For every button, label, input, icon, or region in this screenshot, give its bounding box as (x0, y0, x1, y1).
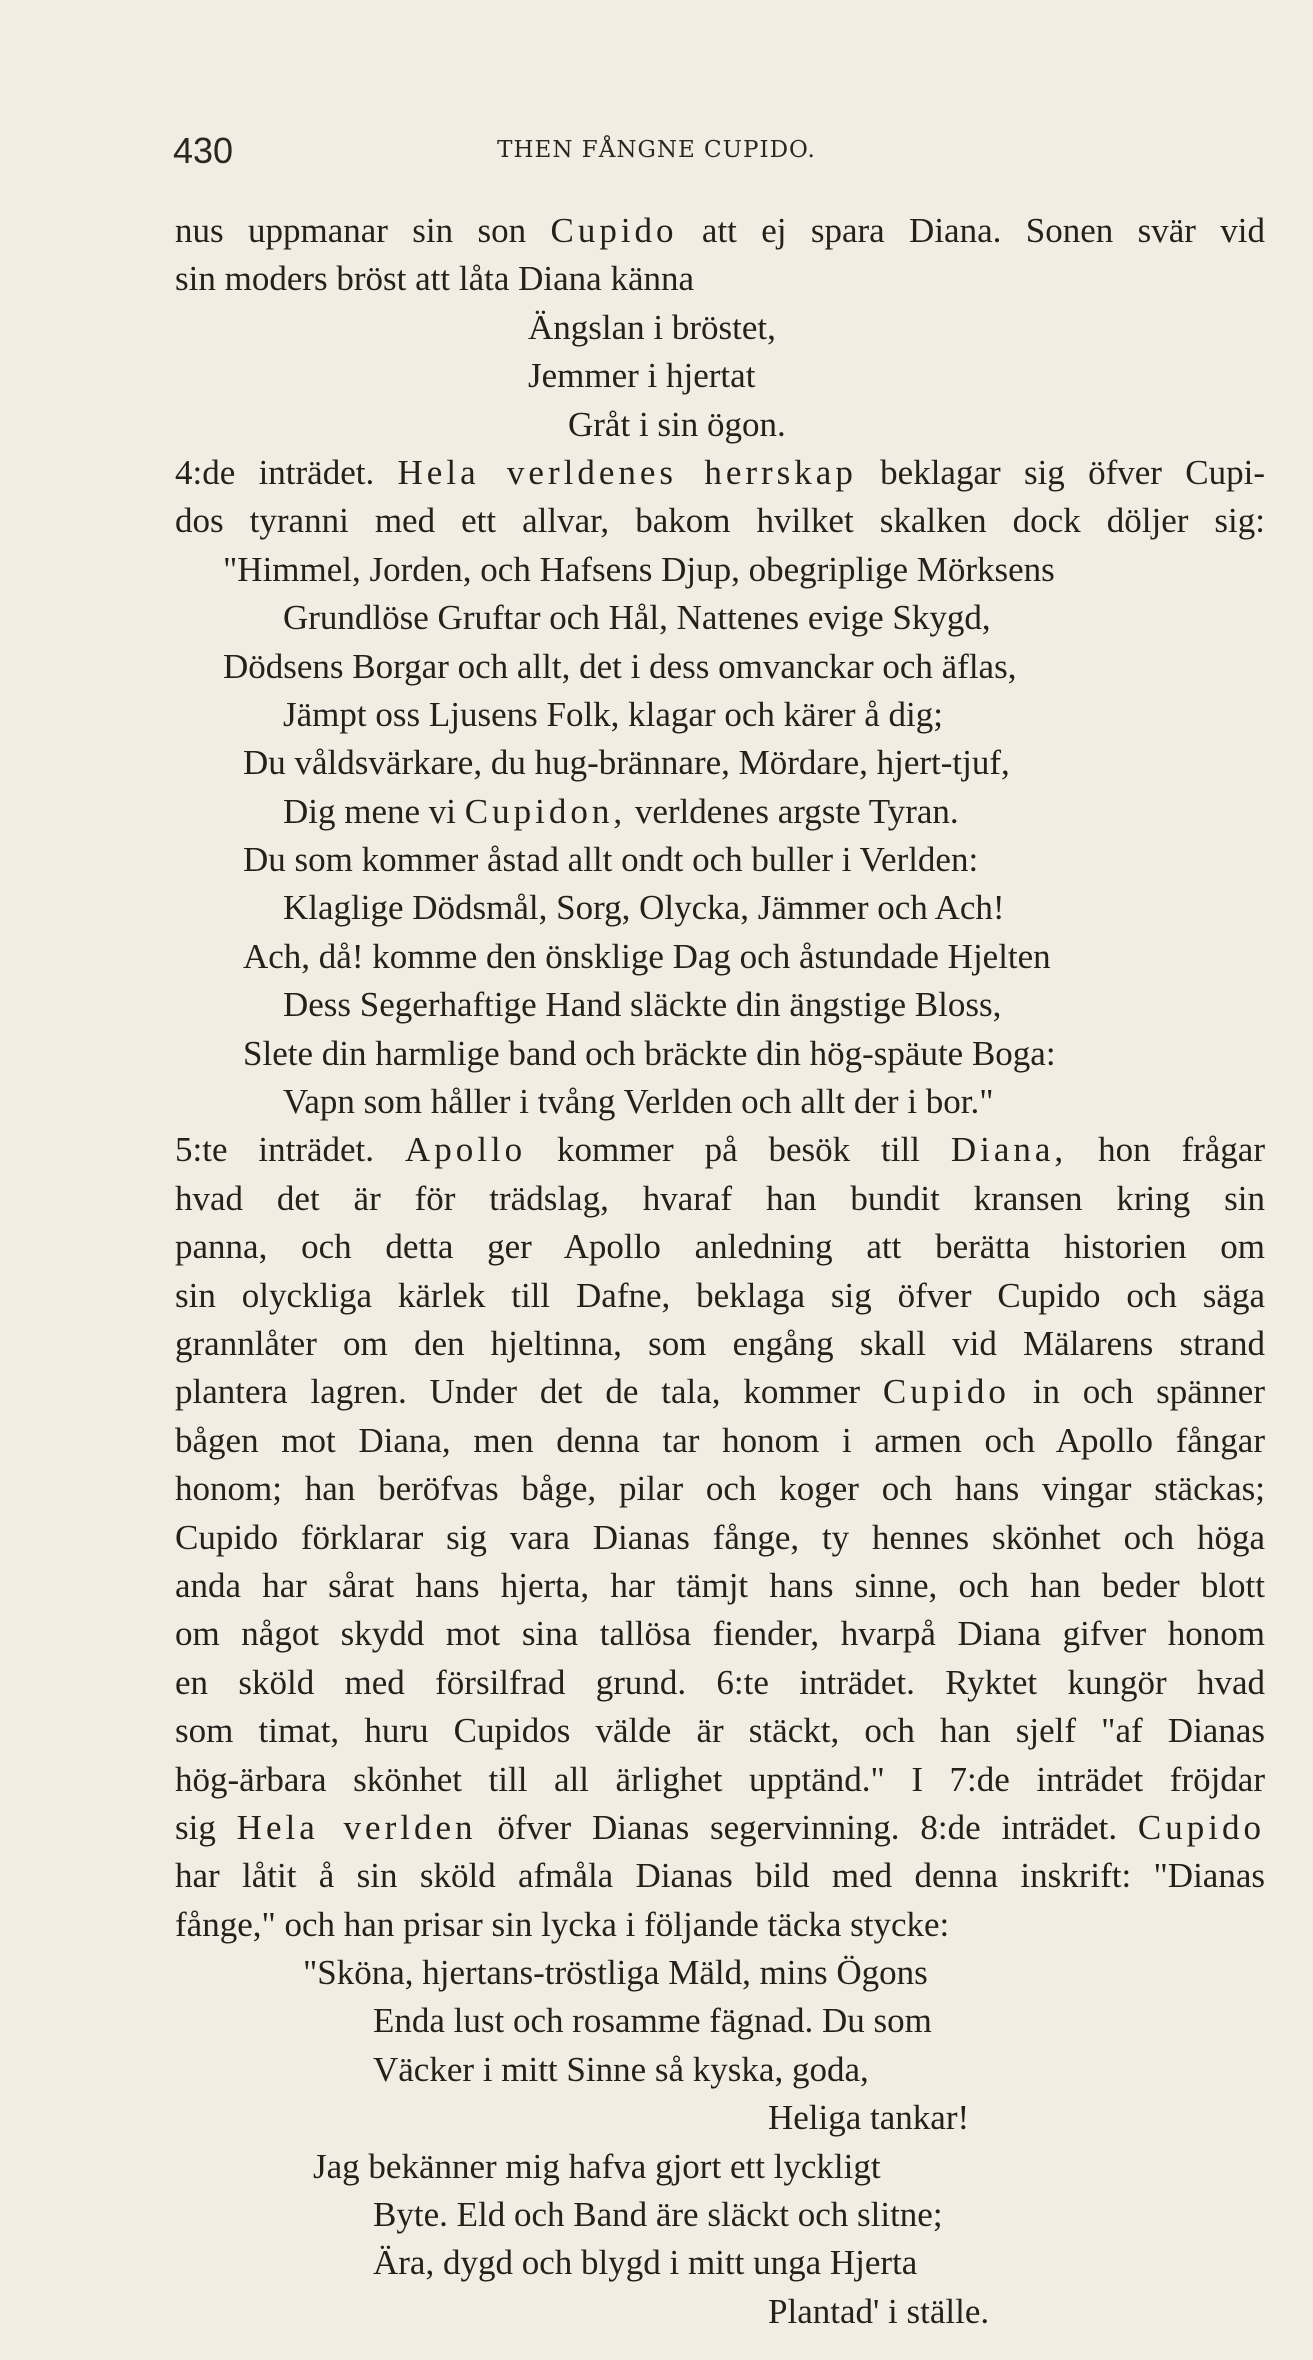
text-line (175, 788, 1265, 836)
text-line (175, 1659, 1265, 1707)
text-segment: 4:de inträdet. (175, 452, 398, 492)
text-segment: Enda lust och rosamme fägnad. Du som (373, 2001, 932, 2041)
spaced-name: Cupidon, (464, 791, 627, 831)
text-segment: beklagar sig öfver Cupi- (856, 452, 1265, 492)
text-segment: hvad det är för trädslag, hvaraf han bundit kransen kring sin (175, 1178, 1265, 1218)
page-body (175, 207, 1265, 2336)
text-segment: Ach, då! komme den önsklige Dag och åstundade Hjelten (243, 936, 1051, 976)
text-segment: nus uppmanar sin son (175, 211, 551, 250)
text-line (175, 2288, 1265, 2336)
text-line (175, 1417, 1265, 1465)
spaced-name: Apollo (404, 1130, 527, 1170)
text-segment: Grundlöse Gruftar och Hål, Nattenes evige Skygd, (283, 598, 991, 638)
text-segment: Ära, dygd och blygd i mitt unga Hjerta (373, 2243, 918, 2283)
text-line (175, 1804, 1265, 1852)
text-segment: kommer på besök till (526, 1130, 951, 1170)
page-number: 430 (173, 130, 234, 171)
text-segment: Jag bekänner mig hafva gjort ett lyckligt (313, 2146, 881, 2186)
text-segment: plantera lagren. Under det de tala, kommer (175, 1372, 883, 1412)
text-line (175, 1126, 1265, 1174)
text-segment: sin moders bröst att låta Diana känna (175, 259, 695, 299)
text-segment: Dess Segerhaftige Hand släckte din ängstige Bloss, (283, 985, 1002, 1025)
text-segment: Jämpt oss Ljusens Folk, klagar och kärer å dig; (283, 694, 944, 734)
text-segment: som timat, huru Cupidos välde är stäckt, och han sjelf "af Dianas (175, 1711, 1265, 1751)
spaced-name: Diana, (950, 1130, 1068, 1170)
spaced-name: Cupido (882, 1372, 1010, 1412)
text-segment: Byte. Eld och Band äre släckt och slitne; (373, 2195, 943, 2235)
text-line (175, 401, 1265, 449)
text-segment: Plantad' i ställe. (768, 2291, 990, 2331)
text-segment: bågen mot Diana, men denna tar honom i armen och Apollo fångar (175, 1420, 1265, 1460)
running-title: THEN FÅNGNE CUPIDO. (497, 137, 816, 163)
text-segment: Gråt i sin ögon. (568, 404, 786, 444)
text-line (175, 1610, 1265, 1658)
text-line (175, 739, 1265, 787)
text-line (175, 1949, 1265, 1997)
text-segment: fånge," och han prisar sin lycka i följande täcka stycke: (175, 1904, 950, 1944)
text-line (175, 207, 1265, 255)
text-segment: om något skydd mot sina tallösa fiender, hvarpå Diana gifver honom (175, 1614, 1265, 1654)
text-segment: panna, och detta ger Apollo anledning att berätta historien om (175, 1227, 1265, 1267)
text-segment: sin olyckliga kärlek till Dafne, beklaga sig öfver Cupido och säga (175, 1275, 1265, 1315)
text-line (175, 691, 1265, 739)
text-segment: honom; han beröfvas båge, pilar och koger och hans vingar stäckas; (175, 1469, 1265, 1509)
text-segment: Klaglige Dödsmål, Sorg, Olycka, Jämmer och Ach! (283, 888, 1005, 928)
text-segment: Ängslan i bröstet, (528, 307, 776, 347)
text-line (175, 1175, 1265, 1223)
text-line (175, 1997, 1265, 2045)
spaced-name: Cupido (550, 211, 678, 250)
text-segment: dos tyranni med ett allvar, bakom hvilket skalken dock döljer sig: (175, 501, 1265, 541)
text-segment: hög-ärbara skönhet till all ärlighet upptänd." I 7:de inträdet fröjdar (175, 1759, 1265, 1799)
text-line (175, 1901, 1265, 1949)
text-line (175, 1514, 1265, 1562)
text-line (175, 1320, 1265, 1368)
text-segment: in och spänner (1009, 1372, 1265, 1412)
text-segment: sig (175, 1807, 237, 1847)
text-segment: Cupido förklarar sig vara Dianas fånge, ty hennes skönhet och höga (175, 1517, 1265, 1557)
text-segment: grannlåter om den hjeltinna, som engång skall vid Mälarens strand (175, 1323, 1265, 1363)
text-segment: öfver Dianas segervinning. 8:de inträdet. (476, 1807, 1138, 1847)
text-line (175, 546, 1265, 594)
text-line (175, 1030, 1265, 1078)
text-segment: hon frågar (1067, 1130, 1265, 1170)
text-line (175, 1562, 1265, 1610)
spaced-name: Hela verldenes herrskap (397, 452, 857, 492)
text-segment: "Himmel, Jorden, och Hafsens Djup, obegriplige Mörksens (223, 549, 1055, 589)
text-line (175, 255, 1265, 303)
text-line (175, 2094, 1265, 2142)
text-line (175, 1852, 1265, 1900)
text-line (175, 2191, 1265, 2239)
text-segment: Du våldsvärkare, du hug-brännare, Mördare, hjert-tjuf, (243, 743, 1010, 783)
text-line (175, 594, 1265, 642)
text-line (175, 449, 1265, 497)
text-segment: en sköld med försilfrad grund. 6:te inträdet. Ryktet kungör hvad (175, 1662, 1265, 1702)
text-segment: Jemmer i hjertat (528, 356, 756, 396)
text-line (175, 2239, 1265, 2287)
text-line (175, 643, 1265, 691)
text-line (175, 1465, 1265, 1513)
text-segment: Slete din harmlige band och bräckte din hög-späute Boga: (243, 1033, 1056, 1073)
text-segment: Dödsens Borgar och allt, det i dess omvanckar och äflas, (223, 646, 1017, 686)
text-segment: Dig mene vi (283, 791, 465, 831)
text-line (175, 1368, 1265, 1416)
text-line (175, 836, 1265, 884)
text-line (175, 352, 1265, 400)
text-segment: anda har sårat hans hjerta, har tämjt hans sinne, och han beder blott (175, 1565, 1265, 1605)
text-segment: att ej spara Diana. Sonen svär vid (677, 211, 1265, 250)
text-line (175, 2143, 1265, 2191)
text-segment: verldenes argste Tyran. (626, 791, 959, 831)
text-line (175, 1223, 1265, 1271)
text-line (175, 981, 1265, 1029)
text-line (175, 884, 1265, 932)
text-line (175, 1272, 1265, 1320)
text-line (175, 304, 1265, 352)
text-line (175, 497, 1265, 545)
text-segment: Heliga tankar! (768, 2098, 970, 2138)
text-line (175, 933, 1265, 981)
text-segment: Väcker i mitt Sinne så kyska, goda, (373, 2049, 869, 2089)
text-line (175, 2046, 1265, 2094)
spaced-name: Hela verlden (236, 1807, 477, 1847)
text-line (175, 1707, 1265, 1755)
text-segment: 5:te inträdet. (175, 1130, 405, 1170)
text-line (175, 1078, 1265, 1126)
spaced-name: Cupido (1137, 1807, 1265, 1847)
text-line (175, 1756, 1265, 1804)
text-segment: har låtit å sin sköld afmåla Dianas bild med denna inskrift: "Dianas (175, 1856, 1265, 1896)
text-segment: Du som kommer åstad allt ondt och buller i Verlden: (243, 840, 979, 880)
text-segment: "Sköna, hjertans-tröstliga Mäld, mins Ögons (303, 1953, 928, 1993)
text-segment: Vapn som håller i tvång Verlden och allt der i bor." (283, 1082, 994, 1122)
